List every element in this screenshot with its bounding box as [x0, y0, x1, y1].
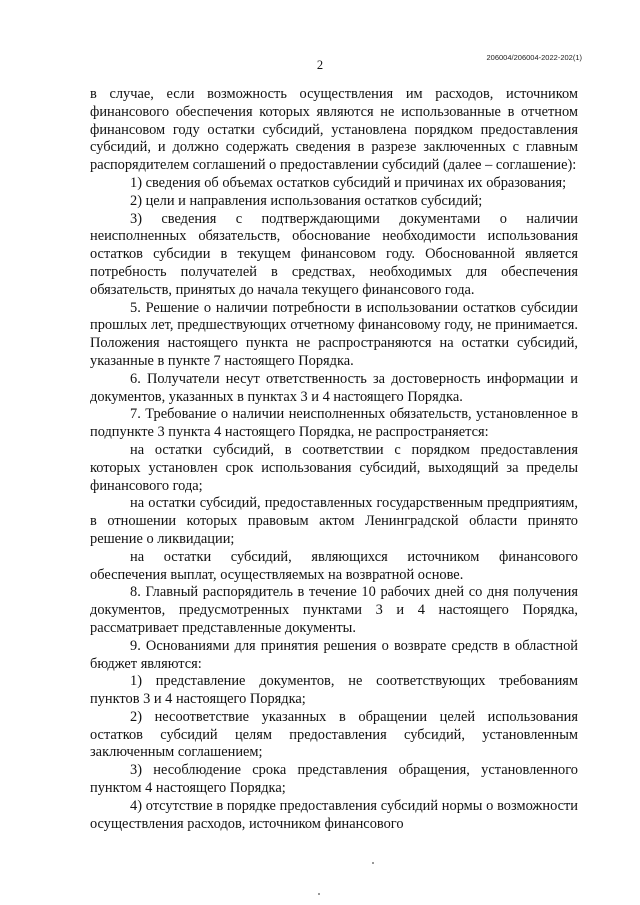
paragraph: 7. Требование о наличии неисполненных обязательств, установленное в подпункте 3 пункта 4 настоящего Порядка, не распространяется: — [90, 406, 578, 441]
paragraph: в случае, если возможность осуществления им расходов, источником финансового обеспечения которых являются не использованные в отчетном финансовом году остатки субсидий, установлена порядком предоставления субсидий, и должно содержать сведения в разрезе заключенных с главным распорядителем соглашений о предоставлении субсидий (далее – соглашение): — [90, 86, 578, 174]
paragraph: 1) представление документов, не соответствующих требованиям пунктов 3 и 4 настоящего Порядка; — [90, 673, 578, 708]
paragraph: 3) несоблюдение срока представления обращения, установленного пунктом 4 настоящего Порядка; — [90, 762, 578, 797]
document-body — [90, 86, 578, 833]
scan-speck — [318, 893, 320, 895]
paragraph: 2) несоответствие указанных в обращении целей использования остатков субсидий целям предоставления субсидий, установленным заключенным соглашением; — [90, 708, 578, 761]
paragraph: на остатки субсидий, предоставленных государственным предприятиям, в отношении которых правовым актом Ленинградской области принято решение о ликвидации; — [90, 495, 578, 547]
paragraph: 5. Решение о наличии потребности в использовании остатков субсидии прошлых лет, предшествующих отчетному финансовому году, не принимается. Положения настоящего пункта не распространяются на остатки субсидий, указанные в пункте 7 настоящего Порядка. — [90, 299, 578, 369]
paragraph: 1) сведения об объемах остатков субсидий и причинах их образования; — [130, 174, 567, 191]
paragraph: 3) сведения с подтверждающими документами о наличии неисполненных обязательств, обоснование необходимости использования остатков субсидии в текущем финансовом году. Обоснованной является потребность получателей в средствах, необходимых для обеспечения обязательств, принятых до начала текущего финансового года. — [90, 210, 578, 298]
paragraph: на остатки субсидий, являющихся источником финансового обеспечения выплат, осуществляемых на возвратной основе. — [90, 548, 578, 583]
paragraph: на остатки субсидий, в соответствии с порядком предоставления которых установлен срок использования субсидий, выходящий за пределы финансового года; — [90, 441, 578, 494]
document-id: 206004/206004-2022-202(1) — [486, 53, 582, 62]
scan-speck — [372, 862, 374, 864]
paragraph: 2) цели и направления использования остатков субсидий; — [130, 192, 483, 209]
paragraph: 8. Главный распорядитель в течение 10 рабочих дней со дня получения документов, предусмотренных пунктами 3 и 4 настоящего Порядка, рассматривает представленные документы. — [90, 584, 578, 636]
paragraph: 6. Получатели несут ответственность за достоверность информации и документов, указанных в пунктах 3 и 4 настоящего Порядка. — [90, 370, 578, 405]
page-number: 2 — [316, 58, 324, 72]
paragraph: 9. Основаниями для принятия решения о возврате средств в областной бюджет являются: — [90, 637, 578, 672]
paragraph: 4) отсутствие в порядке предоставления субсидий нормы о возможности осуществления расходов, источником финансового — [90, 797, 578, 832]
